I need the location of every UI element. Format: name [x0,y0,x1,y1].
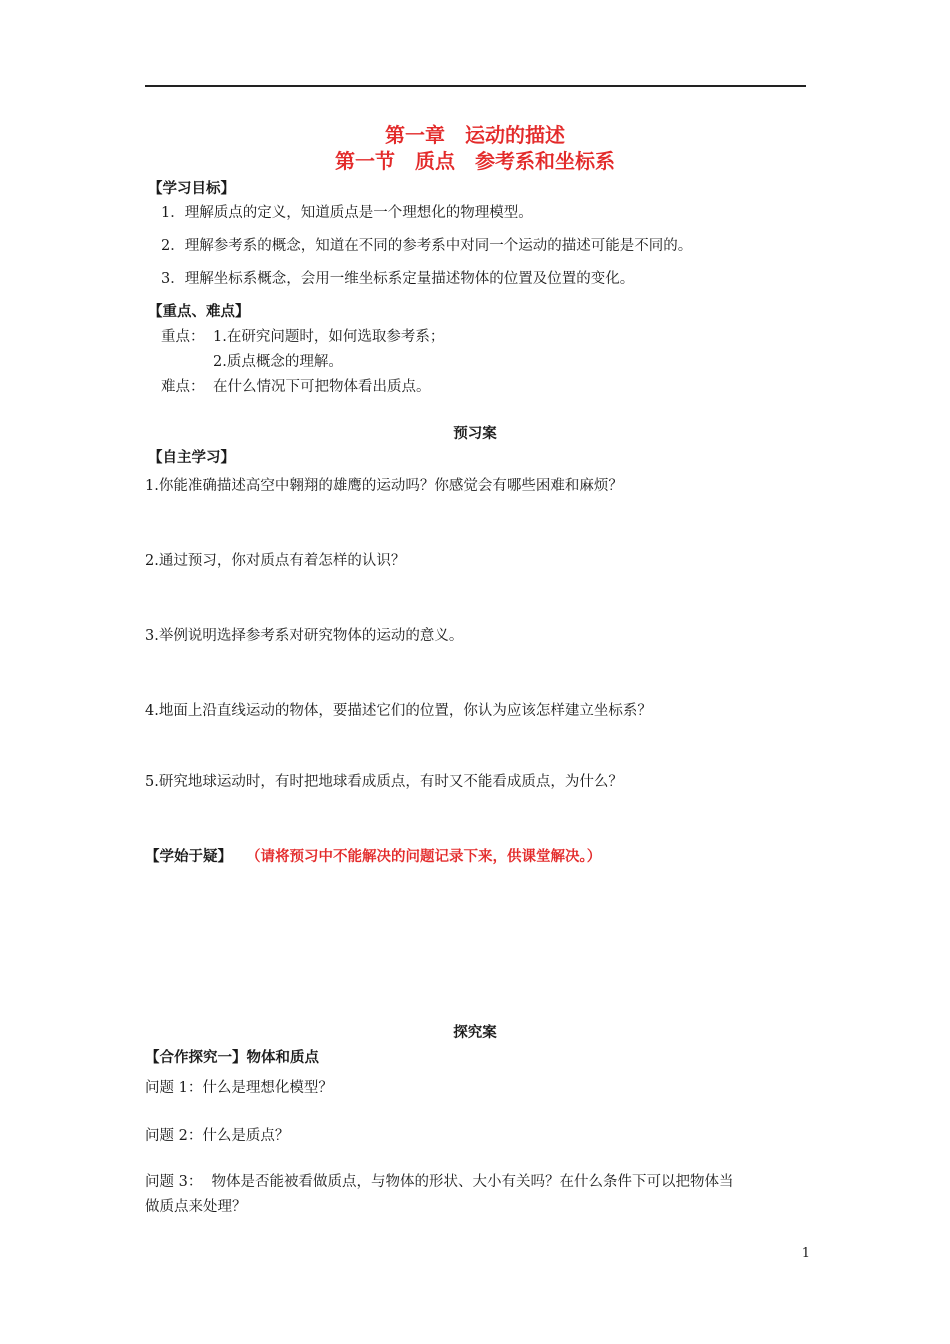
page-number: 1 [801,1246,810,1261]
key-item: 1.在研究问题时，如何选取参考系； [213,329,445,345]
explore-problem: 做质点来处理？ [145,1199,247,1215]
learning-goal-item: 3．理解坐标系概念，会用一维坐标系定量描述物体的位置及位置的变化。 [161,271,635,287]
explore-heading: 探究案 [453,1025,497,1041]
chapter-title: 第一章 运动的描述 [385,123,565,147]
difficulty-text: 在什么情况下可把物体看出质点。 [213,379,431,395]
learning-goals-heading: 【学习目标】 [148,181,235,197]
preview-question: 4.地面上沿直线运动的物体，要描述它们的位置，你认为应该怎样建立坐标系？ [145,703,652,719]
key-item: 2.质点概念的理解。 [213,354,343,370]
coop-explore-heading: 【合作探究一】物体和质点 [145,1050,319,1066]
preview-question: 5.研究地球运动时，有时把地球看成质点，有时又不能看成质点，为什么？ [145,774,623,790]
explore-problem: 问题 3： 物体是否能被看做质点，与物体的形状、大小有关吗？在什么条件下可以把物体当 [145,1174,734,1190]
header-rule [145,85,806,87]
key-points-heading: 【重点、难点】 [148,304,250,320]
doubt-heading: 【学始于疑】 [145,849,232,865]
key-label: 重点： [161,329,205,345]
section-title: 第一节 质点 参考系和坐标系 [335,149,615,173]
preview-heading: 预习案 [453,426,497,442]
explore-problem: 问题 2：什么是质点？ [145,1128,290,1144]
learning-goal-item: 2．理解参考系的概念，知道在不同的参考系中对同一个运动的描述可能是不同的。 [161,238,693,254]
preview-question: 3.举例说明选择参考系对研究物体的运动的意义。 [145,628,464,644]
learning-goal-item: 1．理解质点的定义，知道质点是一个理想化的物理模型。 [161,205,533,221]
difficulty-label: 难点： [161,379,205,395]
explore-problem: 问题 1：什么是理想化模型？ [145,1080,333,1096]
doubt-note: （请将预习中不能解决的问题记录下来，供课堂解决。） [246,849,602,865]
preview-question: 2.通过预习，你对质点有着怎样的认识？ [145,553,406,569]
self-study-heading: 【自主学习】 [148,450,235,466]
preview-question: 1.你能准确描述高空中翱翔的雄鹰的运动吗？你感觉会有哪些困难和麻烦？ [145,478,623,494]
